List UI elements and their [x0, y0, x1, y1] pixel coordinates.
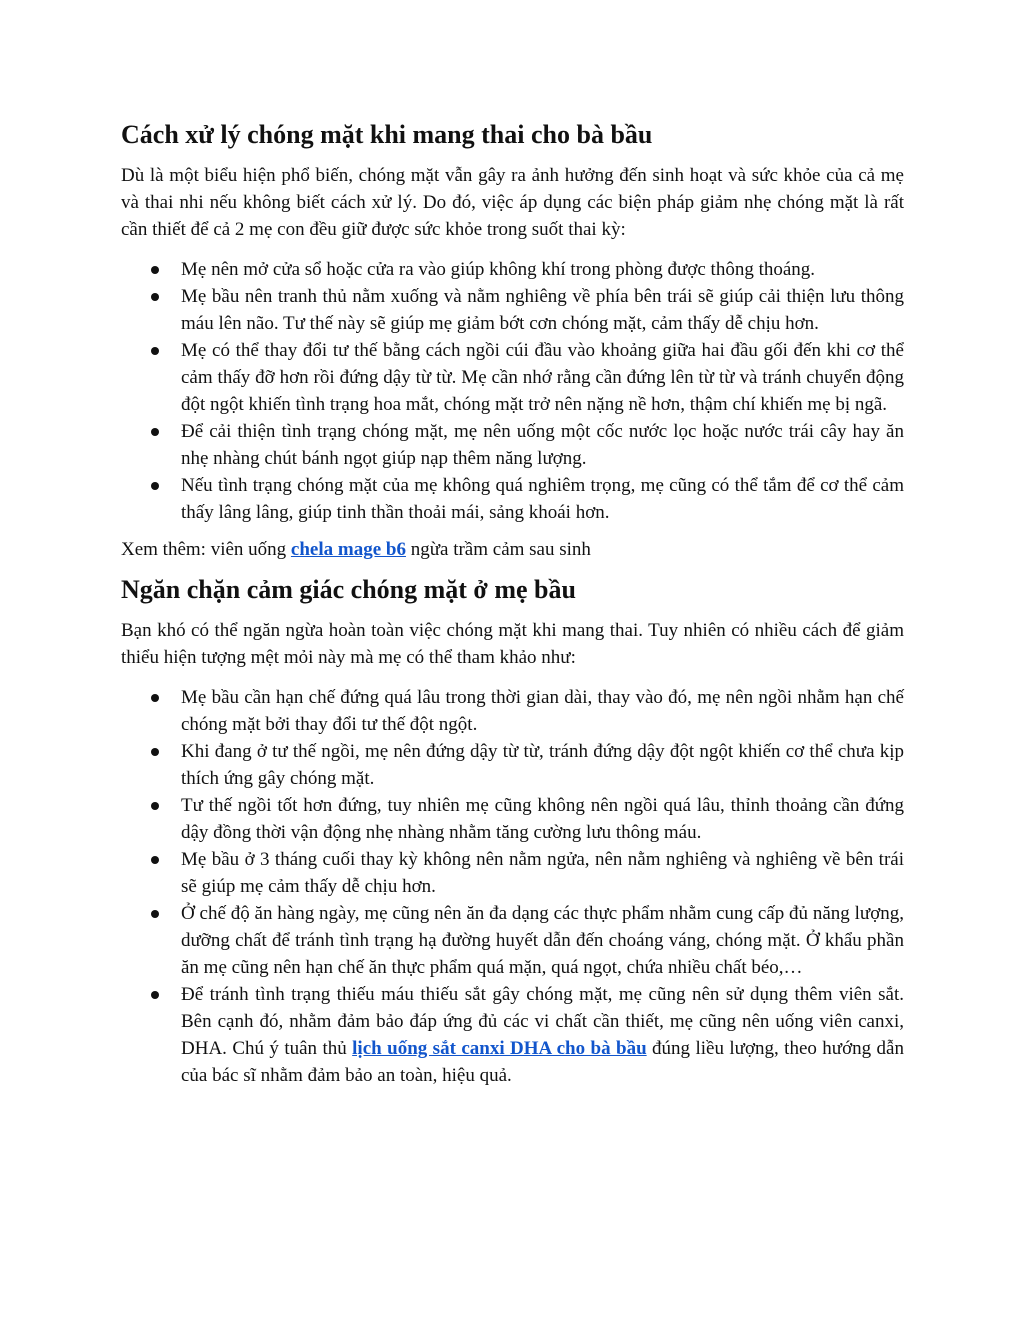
list-item: Tư thế ngồi tốt hơn đứng, tuy nhiên mẹ cũng không nên ngồi quá lâu, thỉnh thoảng cần đứng dậy đồng thời vận động nhẹ nhàng nhằm tăng cường lưu thông máu.	[121, 792, 904, 846]
document-page	[121, 118, 904, 1089]
section-intro-1: Dù là một biểu hiện phổ biến, chóng mặt vẫn gây ra ảnh hưởng đến sinh hoạt và sức khỏe của cả mẹ và thai nhi nếu không biết cách xử lý. Do đó, việc áp dụng các biện pháp giảm nhẹ chóng mặt là rất cần thiết để cả 2 mẹ con đều giữ được sức khỏe trong suốt thai kỳ:	[121, 165, 904, 240]
list-item: Mẹ bầu nên tranh thủ nằm xuống và nằm nghiêng về phía bên trái sẽ giúp cải thiện lưu thông máu lên não. Tư thế này sẽ giúp mẹ giảm bớt cơn chóng mặt, cảm thấy dễ chịu hơn.	[121, 283, 904, 337]
bullet-icon	[151, 428, 159, 436]
bullet-icon	[151, 266, 159, 274]
chela-mage-link[interactable]: chela mage b6	[290, 539, 406, 560]
bullet-icon	[151, 991, 159, 999]
bullet-icon	[151, 802, 159, 810]
bullet-icon	[151, 293, 159, 301]
bullet-icon	[151, 748, 159, 756]
bullet-icon	[151, 694, 159, 702]
section-intro-2: Bạn khó có thể ngăn ngừa hoàn toàn việc chóng mặt khi mang thai. Tuy nhiên có nhiều cách để giảm thiểu hiện tượng mệt mỏi này mà mẹ có thể tham khảo như:	[121, 620, 904, 668]
list-item: Mẹ có thể thay đổi tư thế bằng cách ngồi cúi đầu vào khoảng giữa hai đầu gối đến khi cơ thể cảm thấy đỡ hơn rồi đứng dậy từ từ. Mẹ cần nhớ rằng cần đứng lên từ từ và tránh chuyển động đột ngột khiến tình trạng hoa mắt, chóng mặt trở nên nặng nề hơn, thậm chí khiến mẹ bị ngã.	[121, 337, 904, 418]
list-item: Ở chế độ ăn hàng ngày, mẹ cũng nên ăn đa dạng các thực phẩm nhằm cung cấp đủ năng lượng, dưỡng chất để tránh tình trạng hạ đường huyết dẫn đến choáng váng, chóng mặt. Ở khẩu phần ăn mẹ cũng nên hạn chế ăn thực phẩm quá mặn, quá ngọt, chứa nhiều chất béo,…	[121, 900, 904, 981]
section-heading-2: Ngăn chặn cảm giác chóng mặt ở mẹ bầu	[121, 575, 576, 604]
list-item: Mẹ bầu ở 3 tháng cuối thay kỳ không nên nằm ngửa, nên nằm nghiêng và nghiêng về bên trái sẽ giúp mẹ cảm thấy dễ chịu hơn.	[121, 846, 904, 900]
bullet-icon	[151, 910, 159, 918]
iron-calcium-dha-schedule-link[interactable]: lịch uống sắt canxi DHA cho bà bầu	[352, 1038, 647, 1059]
list-item: Mẹ bầu cần hạn chế đứng quá lâu trong thời gian dài, thay vào đó, mẹ nên ngồi nhằm hạn chế chóng mặt bởi thay đổi tư thế đột ngột.	[121, 684, 904, 738]
list-item: Để cải thiện tình trạng chóng mặt, mẹ nên uống một cốc nước lọc hoặc nước trái cây hay ăn nhẹ nhàng chút bánh ngọt giúp nạp thêm năng lượng.	[121, 418, 904, 472]
list-item: Mẹ nên mở cửa sổ hoặc cửa ra vào giúp không khí trong phòng được thông thoáng.	[121, 256, 904, 283]
bullet-icon	[151, 856, 159, 864]
see-more-line: Xem thêm: viên uống chela mage b6 ngừa trầm cảm sau sinh	[121, 539, 591, 560]
bullet-icon	[151, 482, 159, 490]
list-item: Nếu tình trạng chóng mặt của mẹ không quá nghiêm trọng, mẹ cũng có thể tắm để cơ thể cảm thấy lâng lâng, giúp tinh thần thoải mái, sảng khoái hơn.	[121, 472, 904, 526]
section-heading-1: Cách xử lý chóng mặt khi mang thai cho bà bầu	[121, 120, 653, 149]
list-item: Khi đang ở tư thế ngồi, mẹ nên đứng dậy từ từ, tránh đứng dậy đột ngột khiến cơ thể chưa kịp thích ứng gây chóng mặt.	[121, 738, 904, 792]
bullet-list-2	[121, 684, 904, 1089]
list-item: Để tránh tình trạng thiếu máu thiếu sắt gây chóng mặt, mẹ cũng nên sử dụng thêm viên sắt. Bên cạnh đó, nhằm đảm bảo đáp ứng đủ các vi chất cần thiết, mẹ cũng nên uống viên canxi, DHA. Chú ý tuân thủ lịch uống sắt canxi DHA cho bà bầu đúng liều lượng, theo hướng dẫn của bác sĩ nhằm đảm bảo an toàn, hiệu quả.	[121, 981, 904, 1089]
bullet-list-1	[121, 256, 904, 526]
bullet-icon	[151, 347, 159, 355]
